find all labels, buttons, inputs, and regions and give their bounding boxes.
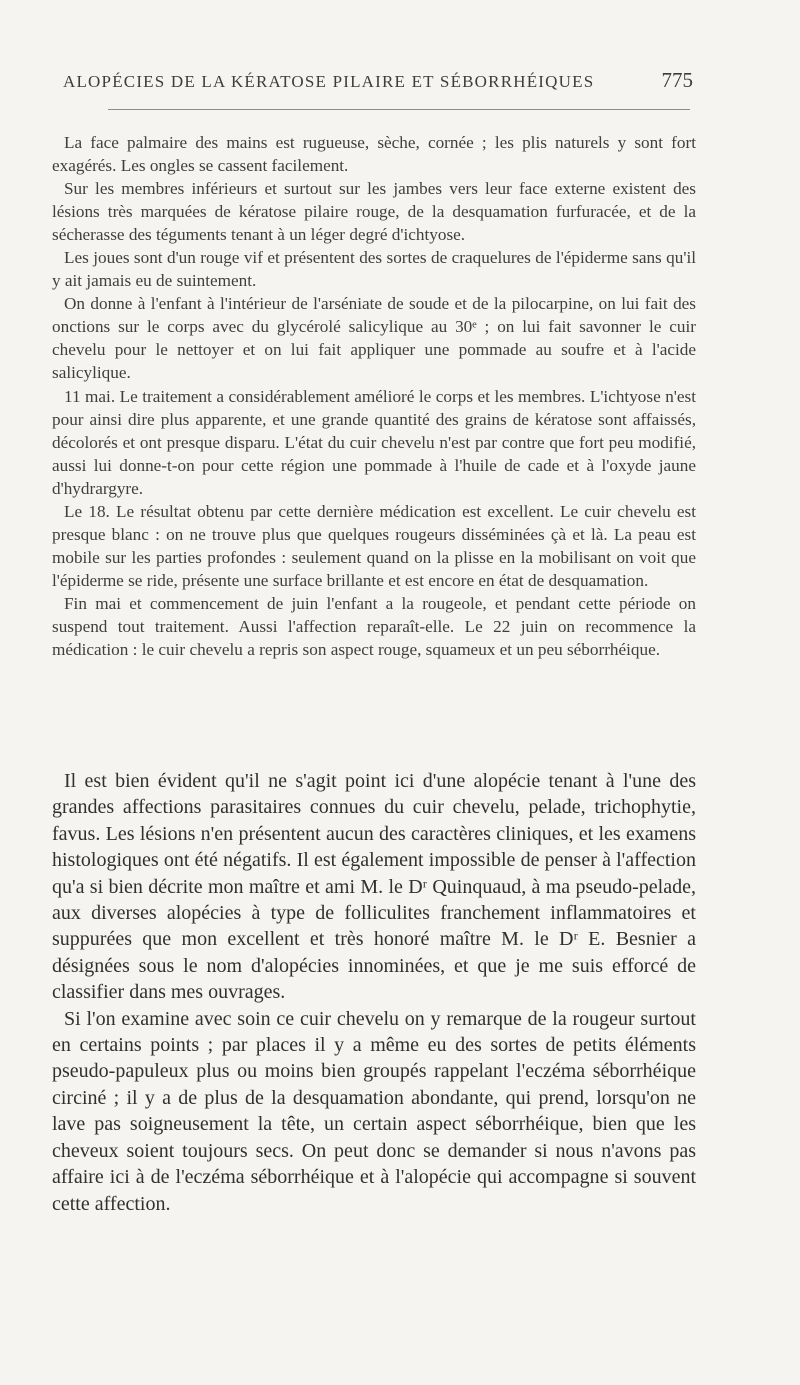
paragraph: Le 18. Le résultat obtenu par cette dernière médication est excellent. Le cuir chevelu est presque blanc : on ne trouve plus que quelques rougeurs disséminées çà et là. La peau est mobile sur les parties profondes : seulement quand on la plisse en la mobilisant on voit que l'épiderme se ride, présente une surface brillante et est encore en état de desquamation. [52,501,696,590]
paragraph: Fin mai et commencement de juin l'enfant a la rougeole, et pendant cette période on suspend tout traitement. Aussi l'affection reparaît-elle. Le 22 juin on recommence la médication : le cuir chevelu a repris son aspect rouge, squameux et un peu séborrhéique. [52,593,696,660]
page-number: 775 [661,68,693,92]
case-observation-text [52,131,696,661]
header-rule [108,109,690,110]
paragraph: Les joues sont d'un rouge vif et présentent des sortes de craquelures de l'épiderme sans qu'il y ait jamais eu de suintement. [52,248,696,291]
commentary-text [52,768,696,1217]
running-title: ALOPÉCIES DE LA KÉRATOSE PILAIRE ET SÉBORRHÉIQUES [63,72,595,91]
running-head [63,70,693,100]
paragraph: Si l'on examine avec soin ce cuir chevelu on y remarque de la rougeur surtout en certains points ; par places il y a même eu des sortes de petits éléments pseudo-papuleux plus ou moins bien groupés rappelant l'eczéma séborrhéique circiné ; il y a de plus de la desquamation abondante, qui prend, lorsqu'on ne lave pas soigneusement la tête, un certain aspect séborrhéique, bien que les cheveux soient toujours secs. On peut donc se demander si nous n'avons pas affaire ici à de l'eczéma séborrhéique et à l'alopécie qui accompagne si souvent cette affection. [52,1007,696,1215]
paragraph: La face palmaire des mains est rugueuse, sèche, cornée ; les plis naturels y sont fort exagérés. Les ongles se cassent facilement. [52,133,696,176]
paragraph: On donne à l'enfant à l'intérieur de l'arséniate de soude et de la pilocarpine, on lui fait des onctions sur le corps avec du glycérolé salicylique au 30ᵉ ; on lui fait savonner le cuir chevelu pour le nettoyer et on lui fait appliquer une pommade au soufre et à l'acide salicylique. [52,294,696,383]
paragraph: Il est bien évident qu'il ne s'agit point ici d'une alopécie tenant à l'une des grandes affections parasitaires connues du cuir chevelu, pelade, trichophytie, favus. Les lésions n'en présentent aucun des caractères cliniques, et les examens histologiques ont été négatifs. Il est également impossible de penser à l'affection qu'a si bien décrite mon maître et ami M. le Dʳ Quinquaud, à ma pseudo-pelade, aux diverses alopécies à type de folliculites franchement inflammatoires et suppurées que mon excellent et très honoré maître M. le Dʳ E. Besnier a désignées sous le nom d'alopécies innominées, et que je me suis efforcé de classifier dans mes ouvrages. [52,770,696,1004]
paragraph: Sur les membres inférieurs et surtout sur les jambes vers leur face externe existent des lésions très marquées de kératose pilaire rouge, de la desquamation furfuracée, et de la sécherasse des téguments tenant à un léger degré d'ichtyose. [52,179,696,245]
paragraph: 11 mai. Le traitement a considérablement amélioré le corps et les membres. L'ichtyose n'est pour ainsi dire plus apparente, et une grande quantité des grains de kératose sont affaissés, décolorés et ont presque disparu. L'état du cuir chevelu n'est par contre que fort peu modifié, aussi lui donne-t-on pour cette région une pommade à l'huile de cade et à l'oxyde jaune d'hydrargyre. [52,386,696,498]
